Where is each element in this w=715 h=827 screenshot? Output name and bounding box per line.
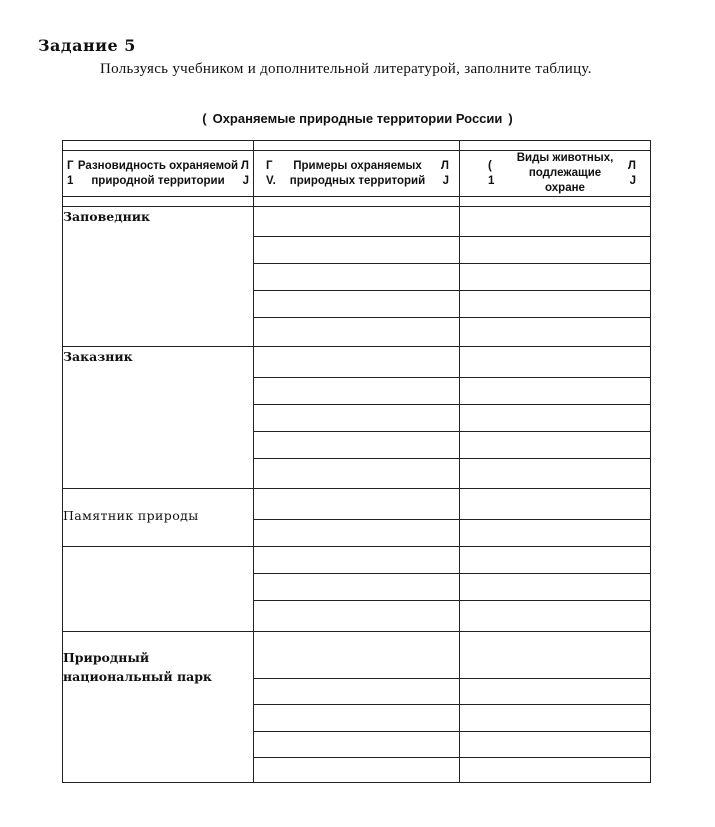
category-cell-zapovednik bbox=[63, 207, 254, 347]
animals-input-cell[interactable] bbox=[460, 520, 651, 547]
table-cell bbox=[63, 197, 254, 207]
animals-input-cell[interactable] bbox=[460, 632, 651, 679]
column-header-type bbox=[63, 151, 254, 197]
column-header-label: природной территории bbox=[91, 174, 225, 187]
table-cell bbox=[63, 141, 254, 151]
table-title-text: Охраняемые природные территории России bbox=[212, 111, 503, 126]
animals-input-cell[interactable] bbox=[460, 679, 651, 705]
animals-input-cell[interactable] bbox=[460, 459, 651, 489]
category-cell-empty[interactable] bbox=[63, 547, 254, 632]
table-title bbox=[0, 111, 715, 126]
task-instruction: Пользуясь учебником и дополнительной литературой, заполните таблицу. bbox=[100, 61, 592, 77]
table-header-row bbox=[63, 151, 651, 197]
animals-input-cell[interactable] bbox=[460, 318, 651, 347]
bracket-glyph: J bbox=[242, 174, 249, 187]
animals-input-cell[interactable] bbox=[460, 237, 651, 264]
table-cell bbox=[254, 141, 460, 151]
examples-input-cell[interactable] bbox=[254, 264, 460, 291]
column-header-label: Разновидность охраняемой bbox=[77, 159, 239, 172]
bracket-glyph: J bbox=[442, 174, 449, 187]
examples-input-cell[interactable] bbox=[254, 207, 460, 237]
animals-input-cell[interactable] bbox=[460, 547, 651, 574]
table-row bbox=[63, 489, 651, 520]
category-label: Заповедник bbox=[63, 209, 151, 224]
table-title-open-paren: ( bbox=[202, 111, 207, 126]
table-cell bbox=[254, 197, 460, 207]
examples-input-cell[interactable] bbox=[254, 291, 460, 318]
animals-input-cell[interactable] bbox=[460, 405, 651, 432]
column-header-label: Виды животных, bbox=[516, 152, 614, 164]
animals-input-cell[interactable] bbox=[460, 732, 651, 758]
category-cell-pamyatnik bbox=[63, 489, 254, 547]
examples-input-cell[interactable] bbox=[254, 679, 460, 705]
column-header-label: Примеры охраняемых bbox=[293, 159, 422, 172]
examples-input-cell[interactable] bbox=[254, 237, 460, 264]
category-label: национальный парк bbox=[63, 669, 212, 684]
examples-input-cell[interactable] bbox=[254, 432, 460, 459]
examples-input-cell[interactable] bbox=[254, 705, 460, 732]
category-label: Природный bbox=[63, 650, 150, 665]
table-title-close-paren: ) bbox=[508, 111, 513, 126]
category-cell-zakaznik bbox=[63, 347, 254, 489]
table-row bbox=[63, 632, 651, 679]
table-cell bbox=[460, 141, 651, 151]
table-row bbox=[63, 347, 651, 378]
table-spacer-row bbox=[63, 141, 651, 151]
category-label: Памятник природы bbox=[63, 508, 199, 523]
bracket-glyph: V. bbox=[266, 174, 276, 187]
examples-input-cell[interactable] bbox=[254, 489, 460, 520]
bracket-glyph: 1 bbox=[67, 174, 74, 187]
table-row bbox=[63, 547, 651, 574]
examples-input-cell[interactable] bbox=[254, 547, 460, 574]
examples-input-cell[interactable] bbox=[254, 378, 460, 405]
examples-input-cell[interactable] bbox=[254, 732, 460, 758]
animals-input-cell[interactable] bbox=[460, 601, 651, 632]
animals-input-cell[interactable] bbox=[460, 705, 651, 732]
bracket-glyph: Л bbox=[240, 159, 249, 172]
animals-input-cell[interactable] bbox=[460, 207, 651, 237]
bracket-glyph: Г bbox=[266, 159, 273, 172]
examples-input-cell[interactable] bbox=[254, 347, 460, 378]
animals-input-cell[interactable] bbox=[460, 347, 651, 378]
bracket-glyph: Л bbox=[627, 159, 636, 172]
column-header-label: подлежащие охране bbox=[528, 167, 602, 194]
examples-input-cell[interactable] bbox=[254, 405, 460, 432]
task-heading: Задание 5 bbox=[38, 36, 136, 55]
bracket-glyph: 1 bbox=[488, 174, 495, 187]
column-header-label: природных территорий bbox=[289, 174, 426, 187]
bracket-glyph: Г bbox=[67, 159, 74, 172]
animals-input-cell[interactable] bbox=[460, 758, 651, 783]
examples-input-cell[interactable] bbox=[254, 758, 460, 783]
examples-input-cell[interactable] bbox=[254, 459, 460, 489]
category-cell-national-park bbox=[63, 632, 254, 783]
animals-input-cell[interactable] bbox=[460, 291, 651, 318]
column-header-animals bbox=[460, 151, 651, 197]
animals-input-cell[interactable] bbox=[460, 264, 651, 291]
examples-input-cell[interactable] bbox=[254, 601, 460, 632]
animals-input-cell[interactable] bbox=[460, 489, 651, 520]
table-spacer-row bbox=[63, 197, 651, 207]
category-label: Заказник bbox=[63, 349, 133, 364]
animals-input-cell[interactable] bbox=[460, 378, 651, 405]
table-cell bbox=[460, 197, 651, 207]
examples-input-cell[interactable] bbox=[254, 520, 460, 547]
animals-input-cell[interactable] bbox=[460, 574, 651, 601]
animals-input-cell[interactable] bbox=[460, 432, 651, 459]
bracket-glyph: J bbox=[629, 174, 636, 187]
protected-areas-table bbox=[62, 140, 651, 783]
examples-input-cell[interactable] bbox=[254, 318, 460, 347]
bracket-glyph: Л bbox=[440, 159, 449, 172]
bracket-glyph: ( bbox=[488, 159, 492, 172]
table-row bbox=[63, 207, 651, 237]
column-header-examples bbox=[254, 151, 460, 197]
examples-input-cell[interactable] bbox=[254, 574, 460, 601]
examples-input-cell[interactable] bbox=[254, 632, 460, 679]
